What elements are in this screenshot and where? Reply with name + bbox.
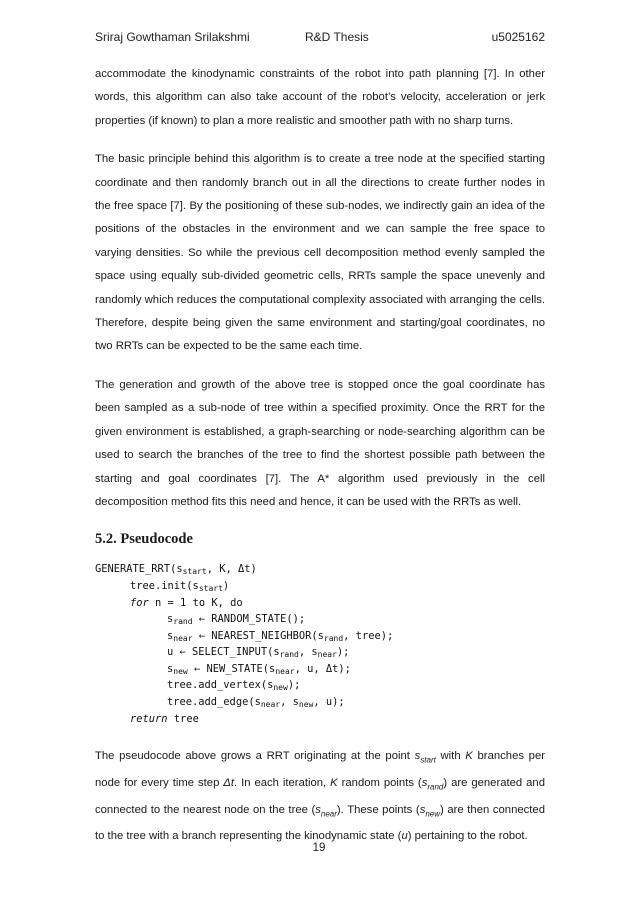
code-line-1: $GENERATE\_RRT(s_{start}$, K, Δt) [95,563,257,577]
header-student-id: u5025162 [491,30,545,44]
code-line-4: $s_{rand}$ ← RANDOM_STATE(); [167,613,306,627]
code-line-3: for n = 1 to K, do [130,596,243,609]
header-author: Sriraj Gowthaman Srilakshmi [95,30,250,44]
page-number: 19 [312,842,326,854]
code-line-2: $tree.init(s_{start})$ [130,579,230,593]
section-heading: 5.2. Pseudocode [95,531,193,548]
code-line-8: $tree.add\_vertex(s_{new})$; [167,679,301,693]
paragraph-pseudocode-explanation: The pseudocode above grows a RRT originating at the point $s_{start}$ with K branches per node for every time step Δt. In each iteration, K random points $(s_{rand})$ are generated and connected to the nearest node on the tree $(s_{near})$. These points $(s_{new})$ are then connected to the tree with a branch representing the kinodynamic state (u) pertaining to the robot. [95,750,546,843]
header-title: R&D Thesis [305,30,369,44]
page-body [95,63,545,849]
code-line-7: $s_{new}$ ← $NEW\_STATE(s_{near}$, u, Δt); [167,662,351,676]
code-line-5: $s_{near}$ ← $NEAREST\_NEIGHBOR(s_{rand}$, tree); [167,629,394,643]
page-header [95,30,545,46]
code-line-10: return tree [130,712,199,725]
paragraph-kinodynamic: accommodate the kinodynamic constraints of the robot into path planning [7]. In other words, this algorithm can also take account of the robot’s velocity, acceleration or jerk properties (if known) to plan a more realistic and smoother path with no sharp turns. [95,68,545,127]
code-line-9: $tree.add\_edge(s_{near}$, $s_{new}$, u); [167,696,345,710]
paragraph-tree-growth: The generation and growth of the above tree is stopped once the goal coordinate has been sampled as a sub-node of tree within a specified proximity. Once the RRT for the given environment is established, a graph-searching or node-searching algorithm can be used to search the branches of the tree to find the shortest possible path between the starting and goal coordinates [7]. The A* algorithm used previously in the cell decomposition method fits this need and hence, it can be used with the RRTs as well. [95,378,545,508]
pseudocode-block [95,561,545,727]
paragraph-basic-principle: The basic principle behind this algorithm is to create a tree node at the specified starting coordinate and then randomly branch out in all the directions to create further nodes in the free space [7]. By the positioning of these sub-nodes, we indirectly gain an idea of the positions of the obstacles in the environment and we can sample the free space to varying densities. So while the previous cell decomposition method evenly sampled the space using equally sub-divided geometric cells, RRTs sample the space unevenly and randomly which reduces the computational complexity associated with arranging the cells. Therefore, despite being given the same environment and starting/goal coordinates, no two RRTs can be expected to be the same each time. [95,153,545,353]
code-line-6: u ← $SELECT\_INPUT(s_{rand}$, $s_{near}$); [167,646,350,660]
